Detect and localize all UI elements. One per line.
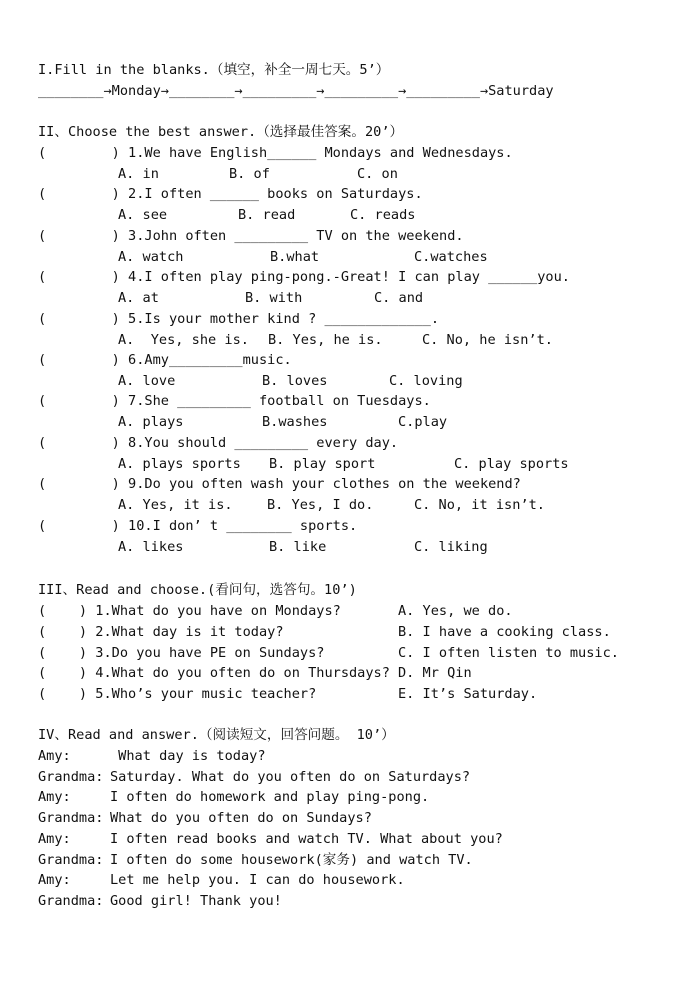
question-2-option-a: A. see — [118, 207, 168, 224]
question-4-option-a: A. at — [118, 290, 159, 307]
question-8-option-a: A. plays sports — [118, 455, 241, 472]
dialogue-line: What do you often do on Sundays? — [110, 810, 372, 827]
question-10-option-b: B. like — [269, 538, 327, 555]
match-question-2: ( ) 2.What day is it today? — [38, 623, 284, 640]
question-5: ( ) 5.Is your mother kind ? _____________. — [38, 310, 440, 327]
question-1-option-b: B. of — [229, 166, 270, 182]
match-question-4: ( ) 4.What do you often do on Thursdays? — [38, 665, 390, 682]
question-5-option-c: C. No, he isn’t. — [422, 331, 553, 348]
match-question-3: ( ) 3.Do you have PE on Sundays? — [38, 644, 325, 661]
section-2-heading: II、Choose the best answer.（选择最佳答案。20’） — [38, 124, 404, 140]
dialogue-speaker: Amy: — [38, 830, 71, 847]
section-4-heading: IV、Read and answer.（阅读短文，回答问题。 10’） — [38, 727, 395, 743]
question-7-option-a: A. plays — [118, 414, 184, 431]
question-1-option-a: A. in — [118, 166, 159, 182]
question-6-option-c: C. loving — [389, 373, 463, 389]
dialogue-line: Let me help you. I can do housework. — [110, 872, 405, 889]
question-9-option-a: A. Yes, it is. — [118, 497, 233, 514]
dialogue-speaker: Amy: — [38, 789, 71, 806]
match-answer-a: A. Yes, we do. — [398, 603, 513, 619]
dialogue-speaker: Grandma: — [38, 851, 104, 868]
dialogue-line: Saturday. What do you often do on Saturdays? — [110, 768, 471, 785]
question-10: ( ) 10.I don’ t ________ sports. — [38, 517, 358, 534]
dialogue-line: I often read books and watch TV. What about you? — [110, 830, 503, 847]
question-9-option-b: B. Yes, I do. — [267, 497, 374, 514]
match-answer-b: B. I have a cooking class. — [398, 623, 611, 640]
question-6-option-a: A. love — [118, 373, 176, 389]
question-2-option-b: B. read — [238, 207, 296, 224]
match-answer-e: E. It’s Saturday. — [398, 686, 538, 703]
dialogue-line: Good girl! Thank you! — [110, 892, 282, 909]
question-10-option-c: C. liking — [414, 538, 488, 555]
match-answer-d: D. Mr Qin — [398, 665, 472, 682]
question-5-option-b: B. Yes, he is. — [268, 331, 383, 348]
match-answer-c: C. I often listen to music. — [398, 644, 619, 661]
dialogue-speaker: Grandma: — [38, 768, 104, 785]
question-5-option-a: A. Yes, she is. — [118, 331, 249, 348]
question-2-option-c: C. reads — [350, 207, 416, 224]
question-7-option-b: B.washes — [262, 414, 328, 431]
question-4-option-b: B. with — [245, 290, 303, 307]
question-6-option-b: B. loves — [262, 373, 328, 389]
question-1-option-c: C. on — [357, 166, 398, 182]
question-2: ( ) 2.I often ______ books on Saturdays. — [38, 186, 423, 203]
question-4: ( ) 4.I often play ping-pong.-Great! I can play ______you. — [38, 269, 570, 286]
question-8-option-b: B. play sport — [269, 455, 376, 472]
question-9: ( ) 9.Do you often wash your clothes on the weekend? — [38, 476, 521, 493]
question-7-option-c: C.play — [398, 414, 448, 431]
question-4-option-c: C. and — [374, 290, 424, 307]
question-3-option-a: A. watch — [118, 248, 184, 265]
question-1: ( ) 1.We have English______ Mondays and Wednesdays. — [38, 145, 513, 161]
question-3-option-b: B.what — [270, 248, 320, 265]
question-7: ( ) 7.She _________ football on Tuesdays. — [38, 393, 431, 410]
dialogue-line: I often do some housework(家务) and watch TV. — [110, 851, 473, 868]
question-10-option-a: A. likes — [118, 538, 184, 555]
question-6: ( ) 6.Amy_________music. — [38, 352, 292, 368]
dialogue-speaker: Grandma: — [38, 810, 104, 827]
match-question-1: ( ) 1.What do you have on Mondays? — [38, 603, 341, 619]
match-question-5: ( ) 5.Who’s your music teacher? — [38, 686, 317, 703]
question-8-option-c: C. play sports — [454, 455, 569, 472]
dialogue-speaker: Amy: — [38, 748, 71, 764]
question-3-option-c: C.watches — [414, 248, 488, 265]
question-3: ( ) 3.John often _________ TV on the weekend. — [38, 227, 464, 244]
dialogue-line: I often do homework and play ping-pong. — [110, 789, 430, 806]
section-1-days-row: ________→Monday→________→_________→_________→_________→Saturday — [38, 83, 554, 99]
dialogue-speaker: Amy: — [38, 872, 71, 889]
dialogue-line: What day is today? — [110, 748, 266, 764]
question-8: ( ) 8.You should _________ every day. — [38, 434, 399, 451]
question-9-option-c: C. No, it isn’t. — [414, 497, 545, 514]
section-3-heading: III、Read and choose.(看问句，选答句。10’) — [38, 582, 357, 598]
dialogue-speaker: Grandma: — [38, 892, 104, 909]
section-1-heading: I.Fill in the blanks.（填空，补全一周七天。5’） — [38, 62, 390, 78]
